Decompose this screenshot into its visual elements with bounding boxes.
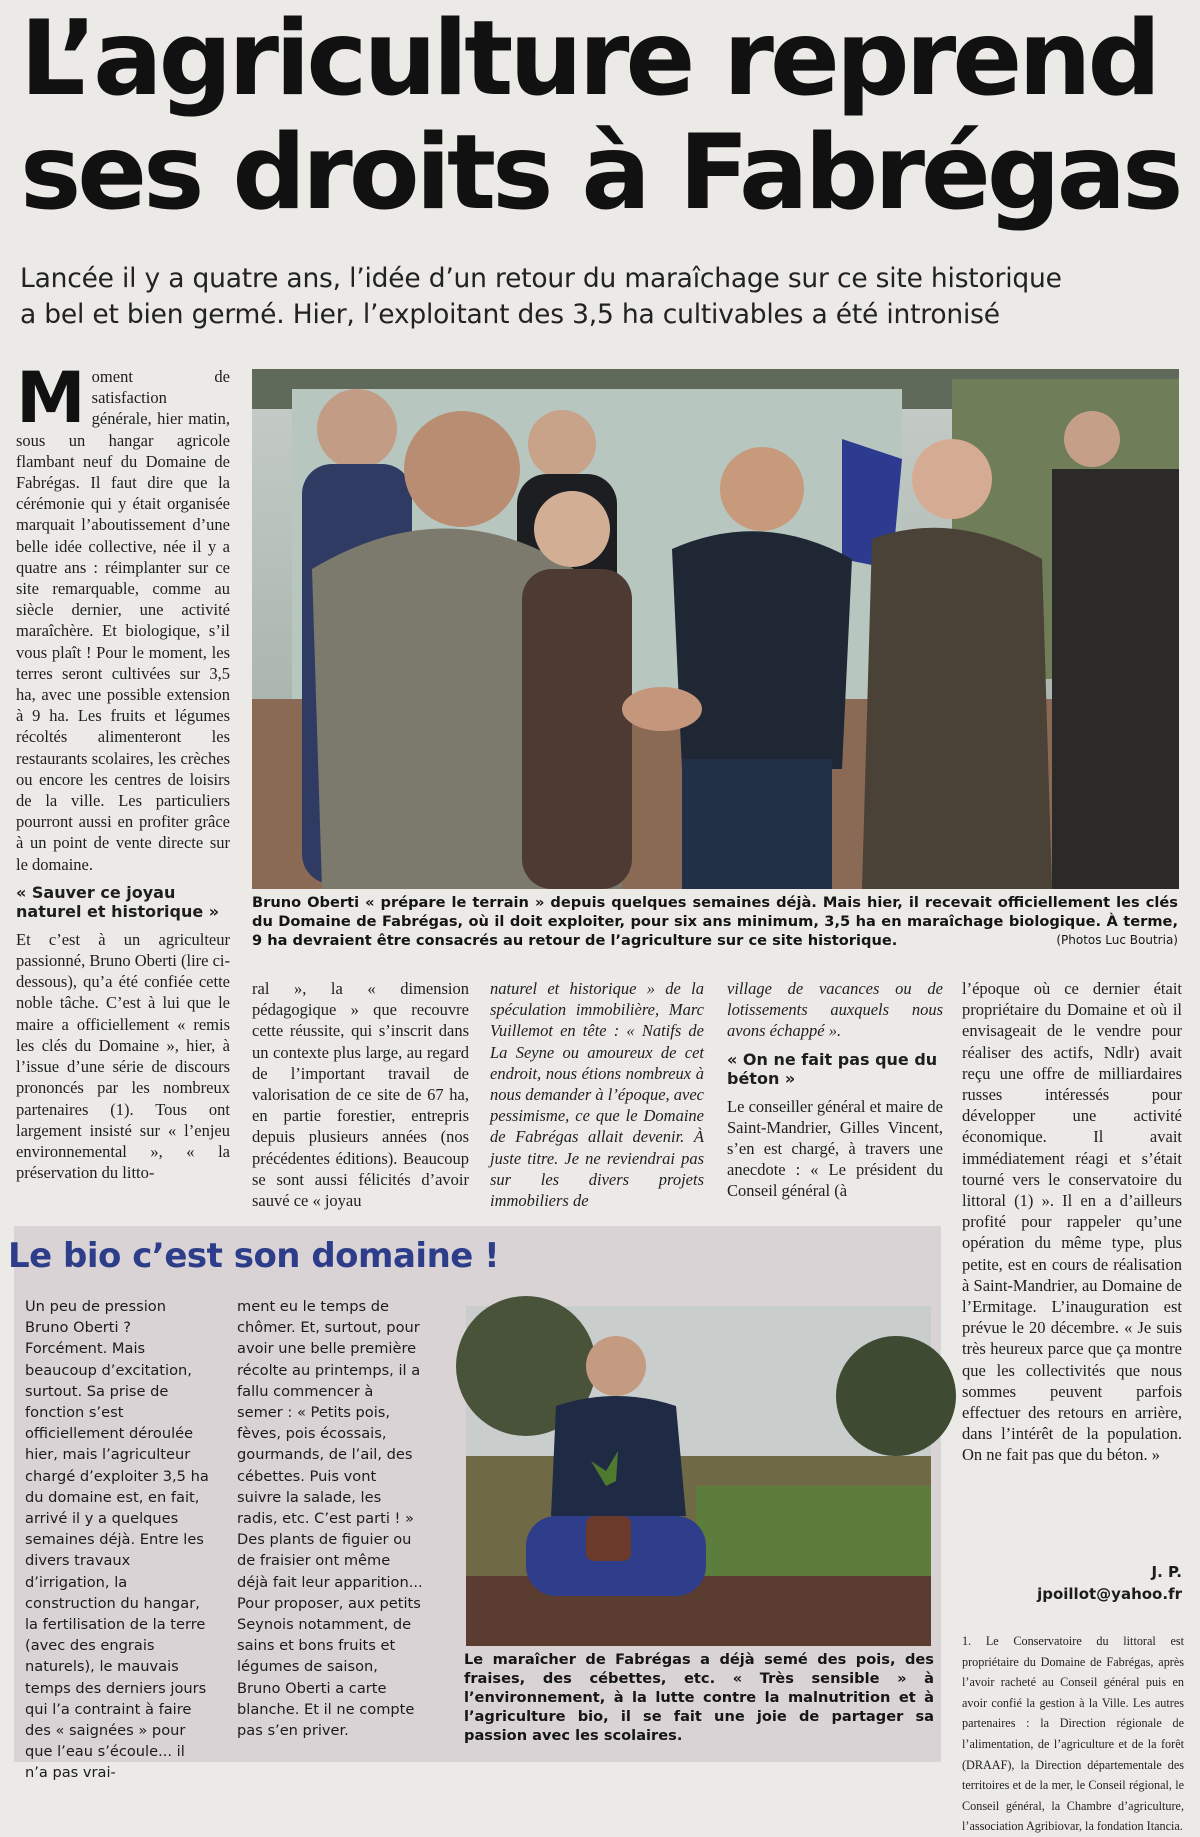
sidebar-photo-caption: Le maraîcher de Fabrégas a déjà semé des pois, des fraises, des cébettes, etc. « Très sensible » à l’environnement, à la lutte contre la malnutrition et à l’agriculture bio, il se fait une joie de partager sa passion avec les scolaires.	[464, 1651, 934, 1744]
article-column-4	[727, 978, 943, 1222]
main-photo	[252, 369, 1179, 889]
column-4-paragraph: Le conseiller général et maire de Saint-Mandrier, Gilles Vincent, s’en est chargé, à travers une anecdote : « Le président du Conseil général (à	[727, 1096, 943, 1201]
article-column-3	[490, 978, 704, 1222]
sidebar-title: Le bio c’est son domaine !	[8, 1236, 500, 1276]
column-3-text: naturel et historique » de la spéculation immobilière, Marc Vuillemot en tête : « Natifs de La Seyne ou amoureux de cet endroit, nous étions nombreux à nous demander à l’époque, avec pessimisme, ce que le Domaine de Fabrégas allait devenir. À juste titre. Je ne reviendrai pas sur les divers projets immobiliers de	[490, 979, 704, 1211]
ceremony-photo-illustration	[252, 369, 1179, 889]
headline-line-2: ses droits à Fabrégas	[20, 113, 1180, 233]
subhead-beton: « On ne fait pas que du béton »	[727, 1049, 938, 1088]
intro-text: oment de satisfaction générale, hier matin, sous un hangar agricole flambant neuf du Domaine de Fabrégas. Il faut dire que la cérémonie qui y était organisée marquait l’aboutissement d’une belle idée collective, née il y a quatre ans : réimplanter sur ce site remarquable, comme au siècle dernier, une activité maraîchère. Et biologique, s’il vous plaît ! Pour le moment, les terres seront cultivées sur 3,5 ha, avec une possible extension à 9 ha. Les fruits et légumes récoltés alimenteront les restaurants scolaires, les crèches ou encore les centres de loisirs de la ville. Les particuliers pourront aussi en profiter grâce à un point de vente directe sur le domaine.	[16, 367, 230, 874]
main-photo-caption-text: Bruno Oberti « prépare le terrain » depuis quelques semaines déjà. Mais hier, il recevait officiellement les clés du Domaine de Fabrégas, où il doit exploiter, pour six ans minimum, 3,5 ha en maraîchage biologique. À terme, 9 ha devraient être consacrés au retour de l’agriculture sur ce site historique.	[252, 894, 1178, 949]
farmer-photo-illustration	[466, 1306, 931, 1646]
main-photo-caption	[252, 893, 1178, 950]
column-4-intro: village de vacances ou de lotissements auxquels nous avons échappé ».	[727, 979, 943, 1041]
standfirst	[20, 261, 1185, 333]
sidebar-column-1: Un peu de pression Bruno Oberti ? Forcément. Mais beaucoup d’excitation, surtout. Sa prise de fonction s’est officiellement déroulée hier, mais l’agriculteur chargé d’exploiter 3,5 ha du domaine est, en fait, arrivé il y a quelques semaines déjà. Entre les divers travaux d’irrigation, la construction du hangar, la fertilisation de la terre (avec des engrais naturels), le mauvais temps des derniers jours qui l’a contraint à faire des « saignées » pour que l’eau s’écoule... il n’a pas vrai-	[25, 1298, 209, 1782]
footnote: 1. Le Conservatoire du littoral est propriétaire du Domaine de Fabrégas, après l’avoir racheté au Conseil général puis en avoir confié la gestion à la Ville. Les autres partenaires : la Direction régionale de l’alimentation, de l’agriculture et de la forêt (DRAAF), la Direction départementale des territoires et de la mer, le Conseil régional, le Conseil général, la Chambre d’agriculture, l’association Agribiovar, la fondation Itancia.	[962, 1634, 1184, 1834]
author-email: jpoillot@yahoo.fr	[1037, 1585, 1182, 1603]
photo-credit: (Photos Luc Boutria)	[1056, 933, 1178, 947]
article-column-5: l’époque où ce dernier était propriétaire du Domaine et où il envisageait de le vendre pour réaliser des actifs, Ndlr) avait reçu une offre de milliardaires russes intéressés pour développer une activité économique. Il avait immédiatement réagi et s’était tourné vers le conservatoire du littoral (1) ». Il en a d’ailleurs profité pour rappeler qu’une opération du même type, plus petite, est en cours de réalisation à Saint-Mandrier, au Domaine de l’Ermitage. L’inauguration est prévue le 20 décembre. « Je suis très heureux parce que ça montre que les collectivités que nous sommes peuvent parfois effectuer des retours en arrière, dans l’intérêt de la population. On ne fait pas que du béton. »	[962, 979, 1182, 1465]
headline	[20, 0, 1180, 233]
standfirst-line-1: Lancée il y a quatre ans, l’idée d’un retour du maraîchage sur ce site historique	[20, 263, 1062, 294]
drop-cap: M	[16, 357, 86, 439]
subhead-sauver-joyau: « Sauver ce joyau naturel et historique »	[16, 882, 220, 921]
author-signature	[960, 1561, 1182, 1605]
article-column-2: ral », la « dimension pédagogique » que recouvre cette réussite, qui s’inscrit dans un contexte plus large, au regard de l’important travail de valorisation de ce site de 67 ha, en partie forestier, entrepris depuis plusieurs années (nos précédentes éditions). Beaucoup se sont aussi félicités d’avoir sauvé ce « joyau	[252, 979, 469, 1211]
article-column-1	[16, 357, 230, 1226]
sidebar-column-2: ment eu le temps de chômer. Et, surtout, pour avoir une belle première récolte au printemps, il a fallu commencer à semer : « Petits pois, fèves, pois écossais, gourmands, de l’ail, des cébettes. Puis vont suivre la salade, les radis, etc. C’est parti ! » Des plants de figuier ou de fraisier ont même déjà fait leur apparition... Pour proposer, aux petits Seynois notamment, de sains et bons fruits et légumes de saison, Bruno Oberti a carte blanche. Et il ne compte pas s’en priver.	[237, 1298, 423, 1740]
sidebar-photo	[466, 1306, 931, 1646]
author-initials: J. P.	[1151, 1563, 1182, 1581]
paragraph-oberti: Et c’est à un agriculteur passionné, Bruno Oberti (lire ci-dessous), qu’a été confiée cette noble tâche. C’est à lui que le maire a officiellement « remis les clés du Domaine », hier, à l’issue d’une série de discours prononcés par les nombreux partenaires (1). Tous ont largement insisté sur « l’enjeu environnemental », « la préservation du litto-	[16, 929, 230, 1183]
standfirst-line-2: a bel et bien germé. Hier, l’exploitant des 3,5 ha cultivables a été intronisé	[20, 299, 1000, 330]
headline-line-1: L’agriculture reprend	[20, 0, 1158, 119]
intro-paragraph	[16, 357, 230, 875]
